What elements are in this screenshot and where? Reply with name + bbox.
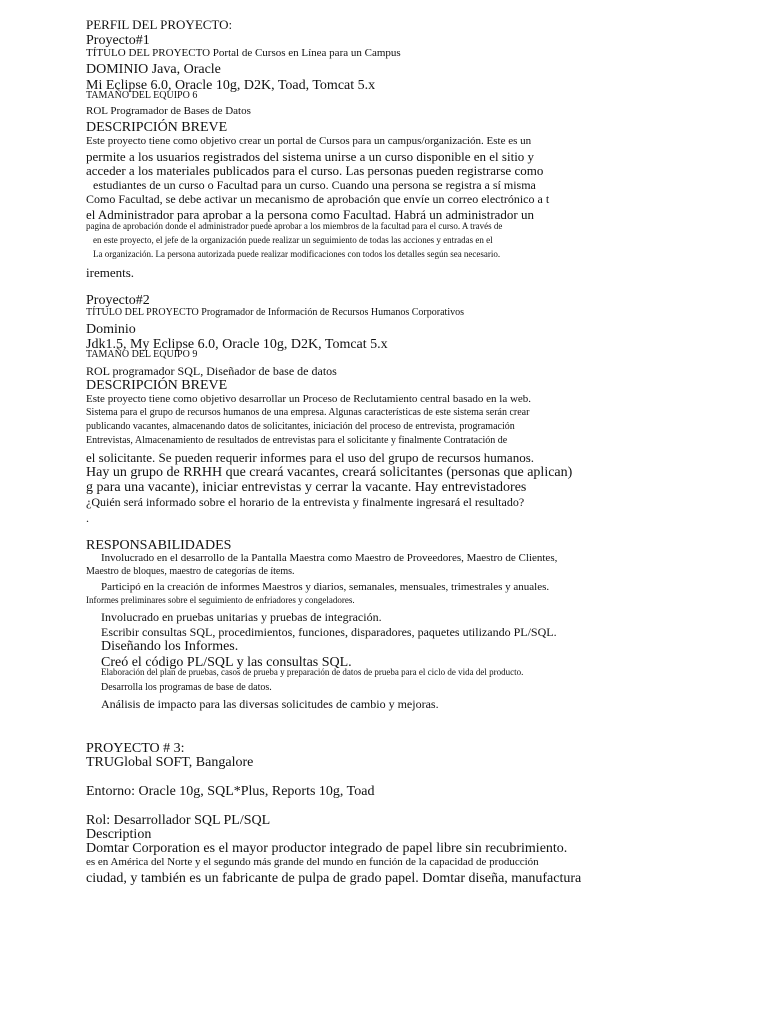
- text-line: es en América del Norte y el segundo más grande del mundo en función de la capacidad de producción: [86, 856, 539, 868]
- text-line: .: [86, 511, 89, 525]
- text-line: ROL Programador de Bases de Datos: [86, 105, 251, 117]
- text-line: Description: [86, 827, 152, 842]
- text-line: Diseñando los Informes.: [101, 639, 239, 654]
- text-line: TÍTULO DEL PROYECTO Programador de Información de Recursos Humanos Corporativos: [86, 307, 464, 318]
- text-line: ciudad, y también es un fabricante de pulpa de grado papel. Domtar diseña, manufactura: [86, 871, 582, 886]
- text-line: Involucrado en el desarrollo de la Pantalla Maestra como Maestro de Proveedores, Maestro de Clientes,: [101, 552, 558, 564]
- text-line: TÍTULO DEL PROYECTO Portal de Cursos en Línea para un Campus: [86, 47, 401, 59]
- text-line: irements.: [86, 265, 135, 280]
- text-line: DOMINIO Java, Oracle: [86, 62, 221, 77]
- text-line: Proyecto#1: [86, 33, 150, 48]
- text-line: DESCRIPCIÓN BREVE: [86, 378, 228, 393]
- text-line: publicando vacantes, almacenando datos de solicitantes, iniciación del proceso de entrevista, programación: [86, 421, 515, 432]
- text-line: Participó en la creación de informes Maestros y diarios, semanales, mensuales, trimestrales y anuales.: [101, 581, 550, 593]
- text-line: Este proyecto tiene como objetivo crear un portal de Cursos para un campus/organización. Este es un: [86, 135, 532, 147]
- text-line: PERFIL DEL PROYECTO:: [86, 17, 233, 32]
- text-line: Escribir consultas SQL, procedimientos, funciones, disparadores, paquetes utilizando PL/SQL.: [101, 625, 557, 639]
- text-line: Desarrolla los programas de base de datos.: [101, 682, 272, 693]
- text-line: Este proyecto tiene como objetivo desarrollar un Proceso de Reclutamiento central basado en la web.: [86, 393, 532, 405]
- text-line: acceder a los materiales publicados para el curso. Las personas pueden registrarse como: [86, 163, 544, 178]
- text-line: Entorno: Oracle 10g, SQL*Plus, Reports 10g, Toad: [86, 784, 375, 799]
- text-line: Dominio: [86, 322, 136, 337]
- text-line: Maestro de bloques, maestro de categorías de ítems.: [86, 566, 295, 577]
- text-line: Proyecto#2: [86, 293, 150, 308]
- text-line: estudiantes de un curso o Facultad para un curso. Cuando una persona se registra a sí misma: [93, 178, 536, 192]
- text-line: DESCRIPCIÓN BREVE: [86, 120, 228, 135]
- text-line: Creó el código PL/SQL y las consultas SQL.: [101, 655, 352, 670]
- text-line: PROYECTO # 3:: [86, 741, 185, 756]
- text-line: Domtar Corporation es el mayor productor integrado de papel libre sin recubrimiento.: [86, 841, 568, 856]
- text-line: Como Facultad, se debe activar un mecanismo de aprobación que envíe un correo electrónico a t: [86, 192, 550, 206]
- text-line: g para una vacante), iniciar entrevistas y cerrar la vacante. Hay entrevistadores: [86, 480, 527, 495]
- text-line: Mi Eclipse 6.0, Oracle 10g, D2K, Toad, Tomcat 5.x: [86, 78, 376, 93]
- text-line: Involucrado en pruebas unitarias y pruebas de integración.: [101, 610, 382, 624]
- text-line: Análisis de impacto para las diversas solicitudes de cambio y mejoras.: [101, 697, 439, 711]
- text-line: La organización. La persona autorizada puede realizar modificaciones con todos los detalles según sea necesario.: [93, 249, 501, 259]
- text-line: TAMAÑO DEL EQUIPO 6: [86, 90, 198, 101]
- text-line: ROL programador SQL, Diseñador de base de datos: [86, 364, 337, 378]
- text-line: en este proyecto, el jefe de la organización puede realizar un seguimiento de todas las acciones y entradas en el: [93, 235, 493, 245]
- text-line: Sistema para el grupo de recursos humanos de una empresa. Algunas características de este sistema serán crear: [86, 407, 530, 418]
- text-line: Jdk1.5, My Eclipse 6.0, Oracle 10g, D2K, Tomcat 5.x: [86, 337, 388, 352]
- text-line: TAMAÑO DEL EQUIPO 9: [86, 349, 198, 360]
- text-line: RESPONSABILIDADES: [86, 538, 232, 553]
- text-line: el Administrador para aprobar a la persona como Facultad. Habrá un administrador un: [86, 207, 534, 222]
- text-line: Hay un grupo de RRHH que creará vacantes, creará solicitantes (personas que aplican): [86, 465, 573, 480]
- text-line: Elaboración del plan de pruebas, casos de prueba y preparación de datos de prueba para el ciclo de vida del producto.: [101, 667, 524, 677]
- text-line: permite a los usuarios registrados del sistema unirse a un curso disponible en el sitio y: [86, 149, 535, 164]
- text-line: Rol: Desarrollador SQL PL/SQL: [86, 813, 271, 828]
- text-line: el solicitante. Se pueden requerir informes para el uso del grupo de recursos humanos.: [86, 450, 534, 465]
- text-line: Entrevistas, Almacenamiento de resultados de entrevistas para el solicitante y finalmente Contratación de: [86, 435, 508, 446]
- text-line: TRUGlobal SOFT, Bangalore: [86, 755, 254, 770]
- text-line: ¿Quién será informado sobre el horario de la entrevista y finalmente ingresará el resultado?: [86, 495, 525, 509]
- text-line: pagina de aprobación donde el administrador puede aprobar a los miembros de la facultad para el curso. A través de: [86, 221, 503, 231]
- text-line: Informes preliminares sobre el seguimiento de enfriadores y congeladores.: [86, 595, 355, 605]
